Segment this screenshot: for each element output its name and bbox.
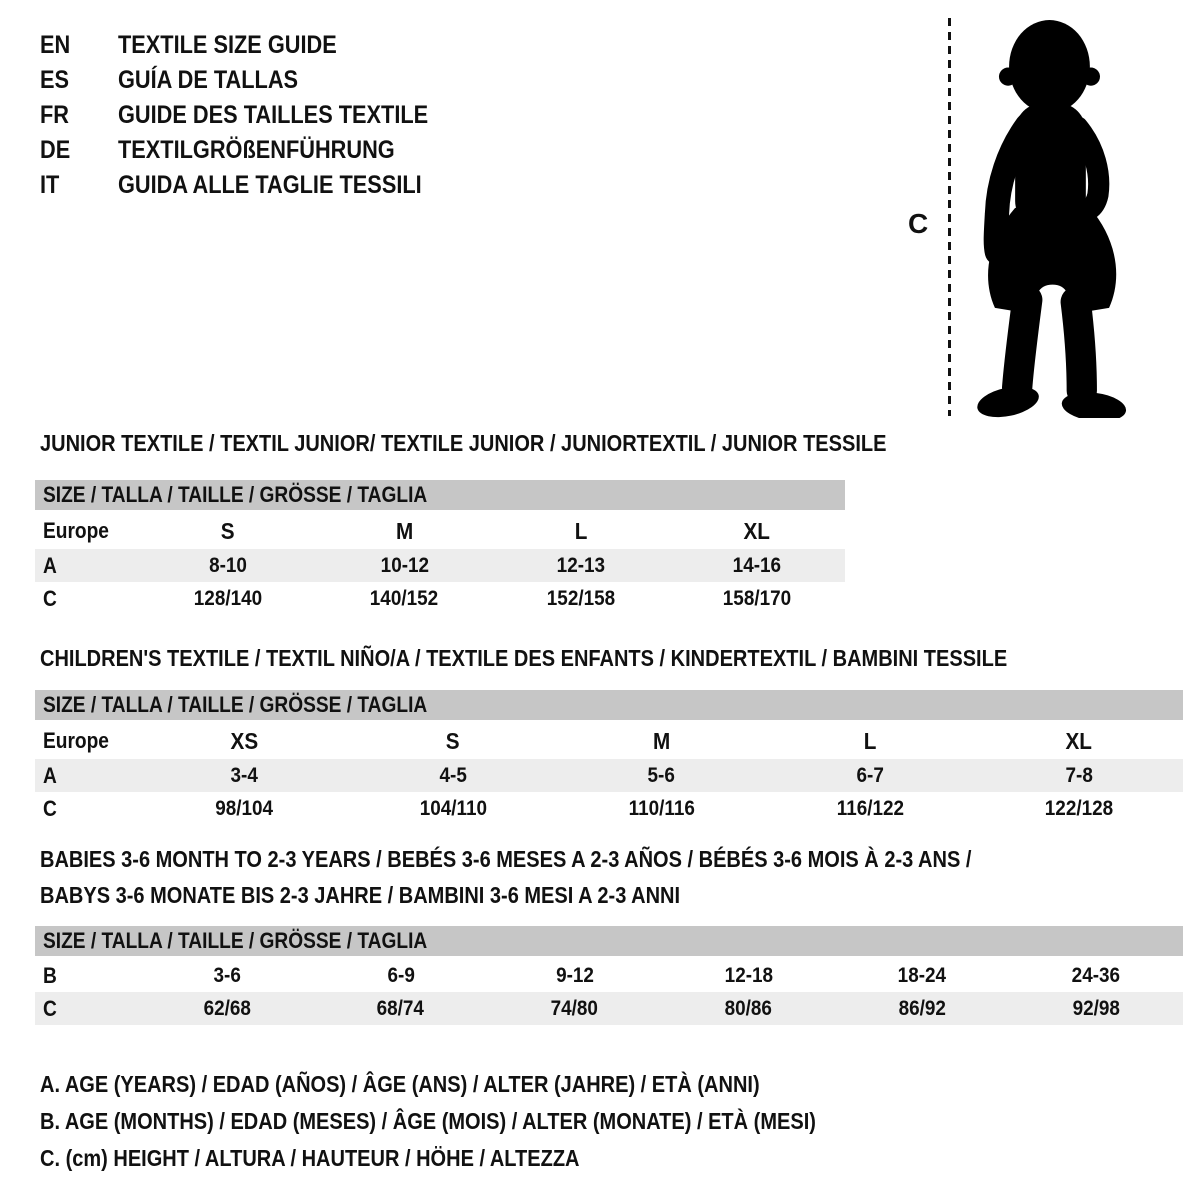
children-section-title (40, 645, 1152, 672)
height-measure-label: C (908, 208, 929, 239)
row-label-text: C (43, 995, 57, 1021)
junior-size-table (35, 480, 845, 615)
table-row (35, 722, 1183, 760)
size-cell (766, 722, 975, 760)
babies-section-title-line1 (40, 846, 1111, 873)
value-text: 10-12 (380, 553, 429, 577)
language-code (40, 31, 118, 60)
height-measure-line (948, 18, 951, 416)
language-title-text: GUIDE DES TAILLES TEXTILE (118, 101, 429, 129)
value-cell (316, 582, 492, 615)
size-cell (140, 722, 349, 760)
value-text: 98/104 (215, 796, 274, 820)
babies-section-title-line2 (40, 882, 776, 909)
size-text: M (395, 517, 413, 544)
language-title (118, 171, 467, 200)
value-text: 122/128 (1044, 796, 1113, 820)
size-header-cell (35, 926, 1183, 958)
value-cell (1009, 992, 1183, 1025)
lang-row-fr (40, 98, 475, 133)
value-text: 6-9 (387, 963, 415, 987)
size-cell (316, 512, 492, 550)
value-text: 24-36 (1071, 963, 1121, 987)
size-header-text: SIZE / TALLA / TAILLE / GRÖSSE / TAGLIA (43, 692, 428, 717)
row-label-cell (35, 992, 140, 1025)
value-cell (974, 792, 1183, 825)
language-title-block (40, 28, 475, 203)
region-label-cell (35, 722, 140, 760)
table-row (35, 549, 845, 582)
value-text: 152/158 (546, 586, 615, 610)
value-text: 128/140 (193, 586, 263, 610)
value-text: 3-4 (230, 763, 258, 787)
value-cell (349, 792, 558, 825)
row-label-cell (35, 958, 140, 993)
table-header-row (35, 690, 1183, 722)
table-row (35, 958, 1183, 993)
babies-section-title-text: BABYS 3-6 MONATE BIS 2-3 JAHRE / BAMBINI 3-6 MESI A 2-3 ANNI (40, 882, 681, 908)
value-text: 12-13 (556, 553, 605, 577)
row-label-cell (35, 759, 140, 792)
value-cell (661, 958, 835, 993)
legend-text: C. (cm) HEIGHT / ALTURA / HAUTEUR / HÖHE / ALTEZZA (40, 1145, 580, 1171)
size-cell (974, 722, 1183, 760)
value-cell (140, 992, 314, 1025)
value-text: 12-18 (724, 963, 773, 987)
legend-line-b (40, 1103, 932, 1140)
language-code-text: ES (40, 66, 70, 94)
size-text: M (652, 727, 671, 754)
size-cell (493, 512, 669, 550)
size-cell (669, 512, 845, 550)
table-header-row (35, 480, 845, 512)
measurement-legend (40, 1066, 932, 1177)
value-cell (140, 958, 314, 993)
language-title (118, 31, 369, 60)
value-cell (140, 582, 316, 615)
size-text: XL (1065, 727, 1092, 754)
value-text: 14-16 (732, 553, 782, 577)
value-text: 18-24 (898, 963, 947, 987)
legend-text: B. AGE (MONTHS) / EDAD (MESES) / ÂGE (MOIS) / ALTER (MONATE) / ETÀ (MESI) (40, 1108, 816, 1134)
value-cell (835, 958, 1009, 993)
lang-row-de (40, 133, 475, 168)
language-code-text: EN (40, 31, 71, 59)
value-cell (140, 759, 349, 792)
size-header-text: SIZE / TALLA / TAILLE / GRÖSSE / TAGLIA (43, 928, 428, 953)
value-cell (661, 992, 835, 1025)
language-title (118, 101, 475, 130)
table-row (35, 992, 1183, 1025)
value-text: 74/80 (550, 996, 599, 1020)
size-text: XL (743, 517, 771, 544)
value-cell (766, 792, 975, 825)
size-cell (557, 722, 766, 760)
language-code (40, 136, 118, 165)
value-text: 140/152 (370, 586, 439, 610)
value-cell (1009, 958, 1183, 993)
value-text: 158/170 (722, 586, 792, 610)
language-code (40, 101, 118, 130)
value-cell (557, 792, 766, 825)
table-header-row (35, 926, 1183, 958)
language-title-text: GUÍA DE TALLAS (118, 66, 299, 94)
region-label-text: Europe (43, 728, 109, 753)
lang-row-es (40, 63, 475, 98)
row-label-cell (35, 792, 140, 825)
language-code (40, 66, 118, 95)
language-title-text: TEXTILGRÖßENFÜHRUNG (118, 136, 395, 164)
value-cell (314, 958, 488, 993)
size-cell (349, 722, 558, 760)
value-text: 104/110 (419, 796, 487, 820)
value-text: 8-10 (209, 553, 248, 577)
language-title-text: GUIDA ALLE TAGLIE TESSILI (118, 171, 422, 199)
size-header-cell (35, 690, 1183, 722)
value-cell (669, 582, 845, 615)
toddler-silhouette-icon (966, 14, 1138, 418)
junior-section-title-text: JUNIOR TEXTILE / TEXTIL JUNIOR/ TEXTILE JUNIOR / JUNIORTEXTIL / JUNIOR TESSILE (40, 430, 887, 456)
value-cell (766, 759, 975, 792)
value-cell (140, 549, 316, 582)
language-code-text: FR (40, 101, 69, 129)
table-row (35, 582, 845, 615)
lang-row-it (40, 168, 475, 203)
babies-size-table (35, 926, 1183, 1025)
row-label-text: B (43, 962, 57, 988)
region-label-text: Europe (43, 518, 109, 543)
value-cell (669, 549, 845, 582)
language-title (118, 66, 325, 95)
row-label-text: A (43, 762, 57, 788)
value-text: 3-6 (213, 963, 241, 987)
value-text: 68/74 (377, 996, 425, 1020)
table-row (35, 759, 1183, 792)
row-label-text: C (43, 795, 57, 821)
children-size-table (35, 690, 1183, 825)
value-text: 4-5 (439, 763, 467, 787)
value-text: 80/86 (724, 996, 773, 1020)
value-cell (488, 992, 662, 1025)
value-text: 92/98 (1072, 996, 1120, 1020)
legend-text: A. AGE (YEARS) / EDAD (AÑOS) / ÂGE (ANS) / ALTER (JAHRE) / ETÀ (ANNI) (40, 1071, 760, 1097)
language-title (118, 136, 436, 165)
value-text: 5-6 (647, 763, 676, 787)
children-section-title-text: CHILDREN'S TEXTILE / TEXTIL NIÑO/A / TEXTILE DES ENFANTS / KINDERTEXTIL / BAMBINI TESSILE (40, 645, 1008, 671)
value-cell (974, 759, 1183, 792)
size-text: L (863, 727, 877, 754)
value-text: 6-7 (856, 763, 884, 787)
row-label-cell (35, 549, 140, 582)
value-text: 110/116 (628, 796, 695, 820)
value-cell (488, 958, 662, 993)
size-text: S (445, 727, 460, 754)
value-cell (316, 549, 492, 582)
lang-row-en (40, 28, 475, 63)
table-row (35, 792, 1183, 825)
size-text: S (221, 517, 236, 544)
language-title-text: TEXTILE SIZE GUIDE (118, 31, 337, 59)
value-text: 116/122 (836, 796, 904, 820)
value-text: 7-8 (1065, 763, 1093, 787)
row-label-text: C (43, 585, 57, 611)
size-text: L (574, 517, 587, 544)
language-code (40, 171, 118, 200)
region-label-cell (35, 512, 140, 550)
value-cell (314, 992, 488, 1025)
row-label-text: A (43, 552, 57, 578)
junior-section-title (40, 430, 1013, 457)
size-header-text: SIZE / TALLA / TAILLE / GRÖSSE / TAGLIA (43, 482, 428, 507)
value-cell (493, 549, 669, 582)
language-code-text: DE (40, 136, 71, 164)
value-cell (349, 759, 558, 792)
size-cell (140, 512, 316, 550)
legend-line-c (40, 1140, 932, 1177)
value-cell (835, 992, 1009, 1025)
value-cell (493, 582, 669, 615)
value-text: 86/92 (898, 996, 946, 1020)
language-code-text: IT (40, 171, 60, 199)
size-header-cell (35, 480, 845, 512)
value-text: 9-12 (555, 963, 594, 987)
value-cell (140, 792, 349, 825)
value-cell (557, 759, 766, 792)
legend-line-a (40, 1066, 932, 1103)
size-text: XS (230, 727, 259, 754)
value-text: 62/68 (203, 996, 251, 1020)
row-label-cell (35, 582, 140, 615)
babies-section-title-text: BABIES 3-6 MONTH TO 2-3 YEARS / BEBÉS 3-6 MESES A 2-3 AÑOS / BÉBÉS 3-6 MOIS À 2-3 ANS / (40, 846, 972, 872)
table-row (35, 512, 845, 550)
